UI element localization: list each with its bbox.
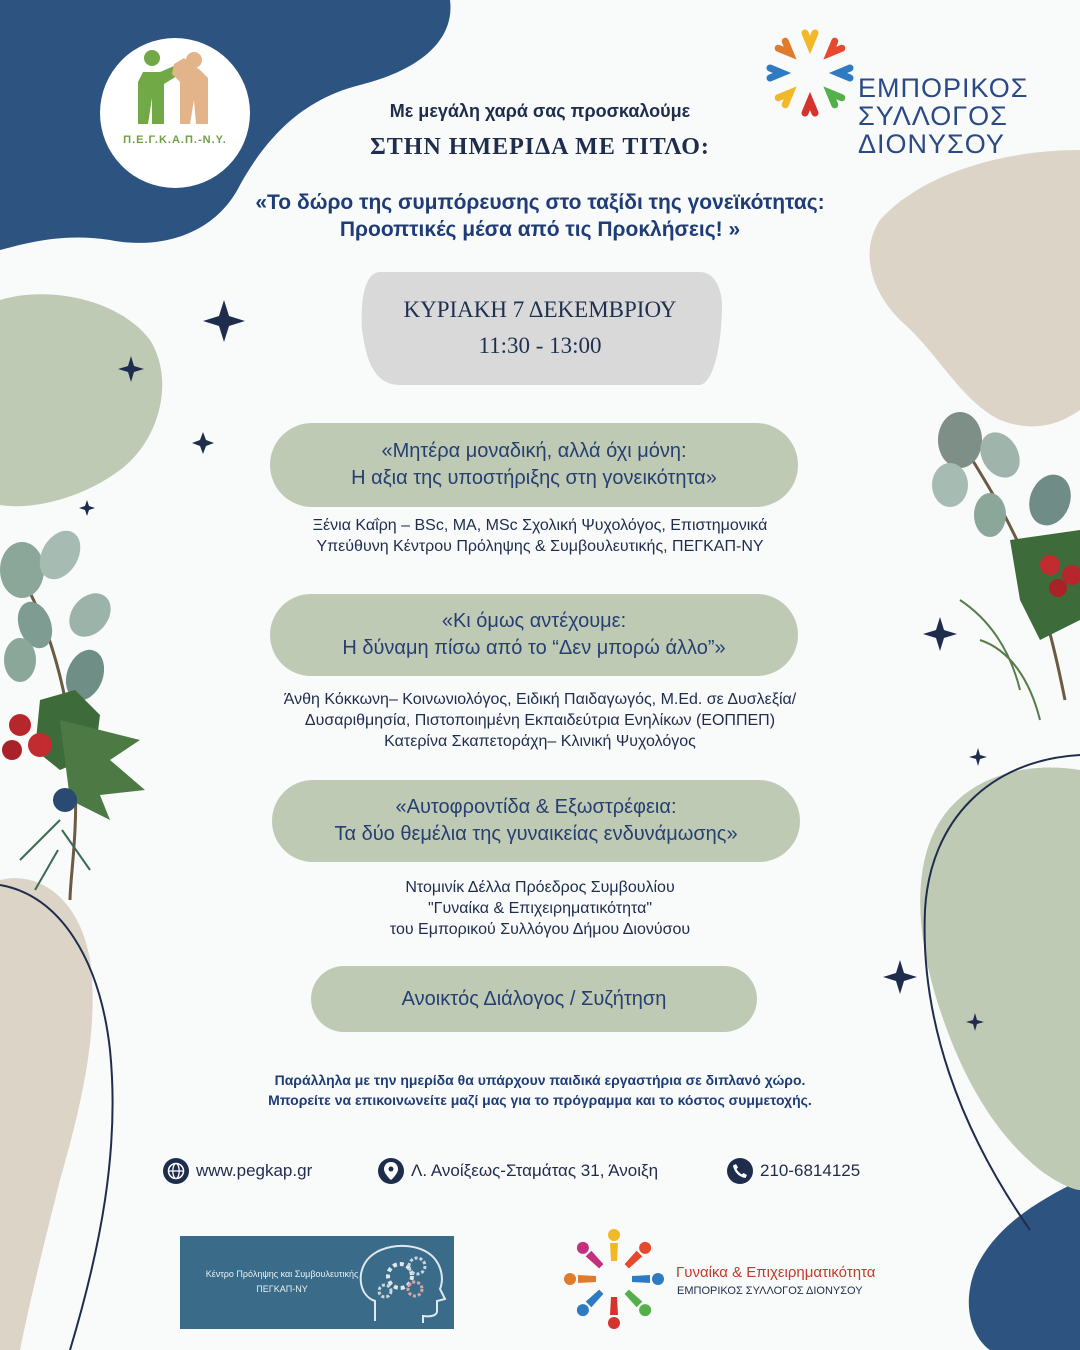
contact-website[interactable] — [163, 1157, 312, 1185]
website-text[interactable]: www.pegkap.gr — [196, 1161, 313, 1180]
emporikos-logo-text — [858, 74, 1028, 158]
location-pin-icon — [378, 1158, 404, 1184]
contact-phone[interactable] — [727, 1157, 860, 1185]
note-line-1: Παράλληλα με την ημερίδα θα υπάρχουν παιδικά εργαστήρια σε διπλανό χώρο. — [274, 1072, 806, 1088]
sage-blob-left — [0, 294, 162, 506]
intro-line-2: ΣΤΗΝ ΗΜΕΡΙΔΑ ΜΕ ΤΙΤΛΟ: — [370, 134, 710, 160]
dialogue-pill — [311, 966, 757, 1032]
kentro-logo-text — [202, 1267, 362, 1297]
session-2-speaker-line-3: Κατερίνα Σκαπετοράχη– Κλινική Ψυχολόγος — [384, 733, 696, 750]
session-1-speakers — [0, 515, 1080, 557]
note-line-2: Μπορείτε να επικοινωνείτε μαζί μας για το πρόγραμμα και το κόστος συμμετοχής. — [268, 1092, 812, 1108]
session-3-title — [272, 780, 800, 862]
dialogue-label: Ανοικτός Διάλογος / Συζήτηση — [401, 987, 667, 1010]
emporikos-line-1: ΕΜΠΟΡΙΚΟΣ — [858, 73, 1029, 103]
session-2-title-line-2: Η δύναμη πίσω από το “Δεν μπορώ άλλο”» — [342, 637, 726, 659]
foliage-right — [932, 412, 1080, 720]
event-time: 11:30 - 13:00 — [478, 333, 602, 358]
pegkap-logo — [100, 38, 250, 188]
contact-address — [378, 1157, 658, 1185]
sage-blob-right — [920, 768, 1080, 1191]
session-2-speaker-line-1: Άνθη Κόκκωνη– Κοινωνιολόγος, Ειδική Παιδαγωγός, M.Ed. σε Δυσλεξία/ — [283, 691, 797, 708]
phone-icon — [727, 1158, 753, 1184]
emporikos-line-2: ΣΥΛΛΟΓΟΣ — [858, 101, 1008, 131]
session-3-title-line-2: Τα δύο θεμέλια της γυναικείας ενδυνάμωσης» — [334, 823, 738, 845]
session-2-title — [270, 594, 798, 676]
gyn-logo-mark — [560, 1225, 668, 1333]
session-2-title-line-1: «Κι όμως αντέχουμε: — [441, 610, 627, 632]
event-title — [0, 189, 1080, 243]
session-1-title-line-2: Η αξια της υποστήριξης στη γονεικότητα» — [351, 467, 717, 489]
session-3-speaker-line-3: του Εμπορικού Συλλόγου Δήμου Διονύσου — [389, 921, 691, 938]
kentro-line-2: ΠΕΓΚΑΠ-ΝΥ — [256, 1284, 308, 1294]
emporikos-line-3: ΔΙΟΝΥΣΟΥ — [858, 129, 1005, 159]
session-2-speakers — [0, 689, 1080, 752]
event-title-line-1: «Το δώρο της συμπόρευσης στο ταξίδι της γονεϊκότητας: — [255, 191, 825, 214]
event-title-line-2: Προοπτικές μέσα από τις Προκλήσεις! » — [339, 218, 741, 241]
gyn-logo-title: Γυναίκα & Επιχειρηματικότητα — [676, 1264, 876, 1281]
session-1-title — [270, 423, 798, 507]
people-icon — [138, 48, 214, 128]
globe-icon — [163, 1158, 189, 1184]
session-1-title-line-1: «Μητέρα μοναδική, αλλά όχι μόνη: — [381, 440, 687, 462]
session-1-speaker-line-1: Ξένια Καΐρη – BSc, MA, MSc Σχολική Ψυχολόγος, Επιστημονικά — [312, 517, 768, 534]
address-text: Λ. Ανοίξεως-Σταμάτας 31, Άνοιξη — [411, 1161, 659, 1180]
intro-line-1: Με μεγάλη χαρά σας προσκαλούμε — [389, 101, 691, 121]
pegkap-logo-text: Π.Ε.Γ.Κ.Α.Π.-Ν.Υ. — [123, 134, 227, 146]
session-3-speakers — [0, 877, 1080, 940]
children-workshop-note — [0, 1070, 1080, 1110]
kentro-logo — [180, 1236, 454, 1329]
phone-text[interactable]: 210-6814125 — [760, 1161, 861, 1180]
navy-blob-bottom-right — [969, 1180, 1080, 1350]
session-3-speaker-line-2: "Γυναίκα & Επιχειρηματικότητα" — [427, 900, 653, 917]
event-day: ΚΥΡΙΑΚΗ 7 ΔΕΚΕΜΒΡΙΟΥ — [403, 297, 677, 322]
session-3-title-line-1: «Αυτοφροντίδα & Εξωστρέφεια: — [395, 796, 677, 818]
event-date — [360, 292, 720, 364]
session-2-speaker-line-2: Δυσαριθμησία, Πιστοποιημένη Εκπαιδεύτρια Ενηλίκων (ΕΟΠΠΕΠ) — [304, 712, 776, 729]
head-gears-icon — [355, 1241, 450, 1326]
gyn-logo-subtitle: ΕΜΠΟΡΙΚΟΣ ΣΥΛΛΟΓΟΣ ΔΙΟΝΥΣΟΥ — [677, 1285, 863, 1297]
session-3-speaker-line-1: Ντομινίκ Δέλλα Πρόεδρος Συμβουλίου — [405, 879, 675, 896]
kentro-line-1: Κέντρο Πρόληψης και Συμβουλευτικής — [205, 1269, 359, 1279]
session-1-speaker-line-2: Υπεύθυνη Κέντρου Πρόληψης & Συμβουλευτικής, ΠΕΓΚΑΠ-ΝΥ — [316, 538, 764, 555]
beige-blob-bottom-left — [0, 878, 93, 1350]
